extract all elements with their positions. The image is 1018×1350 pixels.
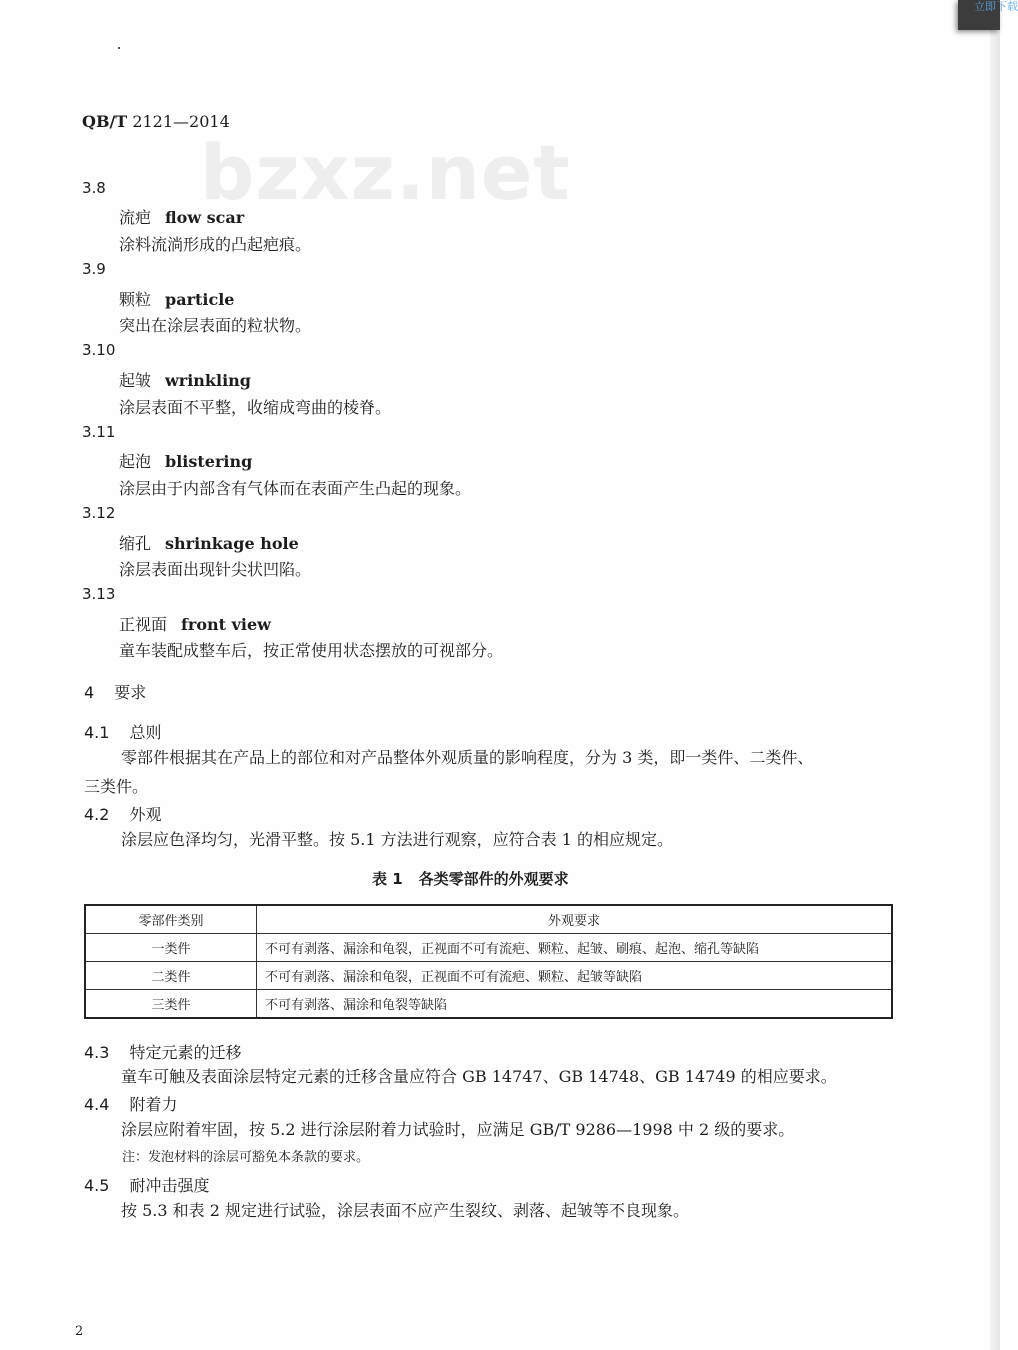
download-tab-label[interactable]: 立即下载 [974,0,1018,13]
term-number: 3.8 [82,179,106,197]
subsection-heading [84,802,161,825]
term-zh: 流疤 [119,208,152,227]
term-heading [119,205,244,228]
watermark: bzxz.net [200,128,571,217]
term-definition: 童车装配成整车后，按正常使用状态摆放的可视部分。 [119,641,504,660]
term-zh: 正视面 [119,615,168,634]
section-title: 要求 [114,683,147,702]
table-header-cell: 外观要求 [257,905,893,934]
subsection-title: 特定元素的迁移 [129,1043,242,1062]
subsection-number: 4.5 [84,1176,110,1195]
paragraph-line: 按 5.3 和表 2 规定进行试验，涂层表面不应产生裂纹、剥落、起皱等不良现象。 [121,1201,689,1220]
paragraph-line: 零部件根据其在产品上的部位和对产品整体外观质量的影响程度，分为 3 类，即一类件、二类件、 [121,748,814,767]
subsection-title: 耐冲击强度 [129,1176,210,1195]
subsection-number: 4.2 [84,805,110,824]
paragraph-line: 三类件。 [84,777,149,796]
term-zh: 起泡 [119,452,152,471]
table-header-cell: 零部件类别 [85,905,257,934]
subsection-number: 4.3 [84,1043,110,1062]
table-cell-category: 一类件 [85,934,257,962]
term-heading [119,531,299,554]
standard-number: 2121—2014 [132,112,230,131]
page-edge-shadow [990,0,1000,1350]
standard-prefix: QB/T [82,112,128,131]
paragraph-line: 童车可触及表面涂层特定元素的迁移含量应符合 GB 14747、GB 14748、GB 14749 的相应要求。 [121,1067,837,1086]
term-en: blistering [165,452,253,471]
term-heading [119,449,252,472]
table-cell-requirement: 不可有剥落、漏涂和龟裂，正视面不可有流疤、颗粒、起皱、刷痕、起泡、缩孔等缺陷 [257,934,893,962]
table-row [85,934,892,962]
term-number: 3.13 [82,585,116,603]
term-number: 3.10 [82,341,116,359]
section-heading [84,680,146,703]
section-number: 4 [84,683,95,702]
term-zh: 颗粒 [119,290,152,309]
term-en: wrinkling [165,371,251,390]
table-caption [372,868,569,889]
term-number: 3.12 [82,504,116,522]
term-definition: 涂层表面出现针尖状凹陷。 [119,560,312,579]
term-heading [119,612,271,635]
table-row [85,962,892,990]
term-en: front view [181,615,271,634]
subsection-title: 外观 [129,805,162,824]
table-cell-requirement: 不可有剥落、漏涂和龟裂，正视面不可有流疤、颗粒、起皱等缺陷 [257,962,893,990]
subsection-title: 附着力 [129,1095,178,1114]
table-header-row [85,905,892,934]
table-cell-category: 三类件 [85,990,257,1019]
table-cell-category: 二类件 [85,962,257,990]
page-number: 2 [75,1324,84,1339]
term-en: flow scar [165,208,245,227]
appearance-requirements-table [84,904,893,1019]
term-en: shrinkage hole [165,534,299,553]
term-definition: 涂层由于内部含有气体而在表面产生凸起的现象。 [119,479,472,498]
subsection-heading [84,720,161,743]
term-definition: 涂料流淌形成的凸起疤痕。 [119,235,312,254]
paragraph-line: 涂层应附着牢固，按 5.2 进行涂层附着力试验时，应满足 GB/T 9286—1998 中 2 级的要求。 [121,1120,795,1139]
term-number: 3.11 [82,423,116,441]
term-zh: 起皱 [119,371,152,390]
note-text: 注：发泡材料的涂层可豁免本条款的要求。 [122,1150,370,1165]
term-definition: 涂层表面不平整，收缩成弯曲的棱脊。 [119,398,392,417]
term-number: 3.9 [82,260,106,278]
scan-speck [118,47,120,49]
standard-code [82,112,230,131]
download-corner-tab[interactable] [958,0,1018,30]
term-en: particle [165,290,235,309]
table-row [85,990,892,1019]
subsection-title: 总则 [129,723,162,742]
term-heading [119,368,251,391]
term-definition: 突出在涂层表面的粒状物。 [119,316,312,335]
subsection-number: 4.4 [84,1095,110,1114]
subsection-heading [84,1040,241,1063]
term-heading [119,287,234,310]
subsection-heading [84,1173,209,1196]
table-cell-requirement: 不可有剥落、漏涂和龟裂等缺陷 [257,990,893,1019]
term-zh: 缩孔 [119,534,152,553]
paragraph-line: 涂层应色泽均匀，光滑平整。按 5.1 方法进行观察，应符合表 1 的相应规定。 [121,830,673,849]
subsection-number: 4.1 [84,723,110,742]
table-caption-title: 各类零部件的外观要求 [418,870,569,888]
subsection-heading [84,1092,177,1115]
table-caption-number: 表 1 [372,870,403,888]
